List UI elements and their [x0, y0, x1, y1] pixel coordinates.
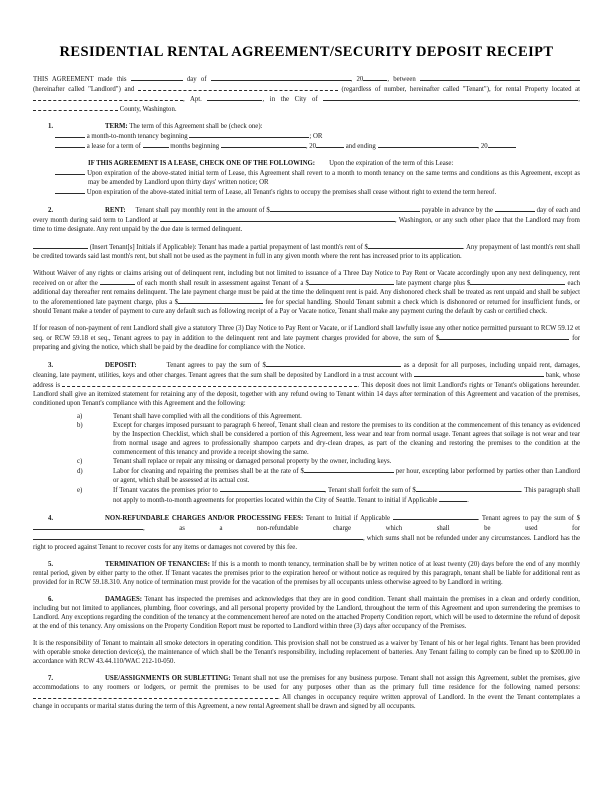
fill-in-blank[interactable]: [316, 141, 344, 148]
body-text: a month-to-month tenancy beginning: [85, 133, 190, 140]
term-month-to-month-checkbox[interactable]: [55, 131, 85, 138]
section-heading: NON-REFUNDABLE CHARGES AND/OR PROCESSING FEES:: [105, 515, 304, 522]
body-text: each additional day thereafter rent remains delinquent. The late payment charge must be paid at the time the delinquent rent is paid. Any dishonored check shall be treated as rent unpaid and shall be subject to the aforementioned late payment charge, plus a $: [33, 280, 580, 306]
body-text: , which sums shall not be refunded under any circumstances. Landlord has the right to proceed against Tenant to recover costs for any items or damages not covered by this fee.: [33, 535, 580, 551]
body-text: late payment charge plus $: [393, 280, 471, 287]
body-text: The term of this Agreement shall be (check one):: [127, 123, 263, 130]
tenant-initials-blank[interactable]: [393, 513, 478, 520]
fill-in-blank[interactable]: [143, 141, 169, 148]
deposit-condition-a: [77, 412, 580, 421]
fill-in-blank[interactable]: [207, 94, 262, 101]
fill-in-blank[interactable]: [62, 380, 357, 387]
body-text: Upon the expiration of the term of this Lease:: [329, 160, 454, 167]
fill-in-blank[interactable]: [33, 533, 363, 540]
body-text: , Apt.: [183, 96, 208, 103]
body-text: bank, whose address is: [33, 372, 580, 389]
body-text: . All changes in occupancy require written approval of Landlord. In the event the Tenant contemplates a change in occupants or marital status during the term of this Agreement, a new rental Agreement shall be drawn and signed by all occupants.: [33, 694, 580, 710]
body-text: months beginning: [168, 143, 221, 150]
section-4-nonrefundable-charges: [33, 513, 580, 552]
body-text: day of each and every month during said term to Landlord at: [33, 207, 580, 224]
fill-in-blank[interactable]: [211, 74, 351, 81]
fill-in-blank[interactable]: [439, 333, 569, 340]
section-1-term: [33, 122, 580, 131]
section-heading: RENT:: [105, 207, 126, 214]
fill-in-blank[interactable]: [309, 278, 394, 285]
body-text: If for reason of non-payment of rent Landlord shall give a statutory Three (3) Day Notice to Pay Rent or Vacate, or if Landlord shall lawfully issue any other notice permitted pursuant to RCW 59.12 et seq. or RCW 59.18 et seq., Tenant agrees to pay in addition to the delinquent rent and late payment charges provided for above, the sum of $: [33, 325, 580, 342]
section-number: 4.: [48, 515, 54, 522]
body-text: Tenant agrees to pay the sum of $: [166, 362, 266, 369]
list-item-letter: d): [77, 468, 83, 475]
body-text: Without Waiver of any rights or claims arising out of delinquent rent, including but not limited to issuance of a Three Day Notice to Pay Rent or Vacate accordingly upon any next delinquency, rent received on or after the: [33, 270, 580, 287]
intro-clause: [33, 74, 580, 114]
section-number: 2.: [48, 207, 54, 214]
fill-in-blank[interactable]: [33, 104, 118, 111]
body-text: a lease for a term of: [85, 143, 143, 150]
fill-in-blank[interactable]: [138, 84, 338, 91]
section-heading: DAMAGES:: [105, 596, 143, 603]
body-text: of each month shall result in assessment against Tenant of a $: [134, 280, 309, 287]
body-text: .: [467, 497, 469, 504]
body-text: (Insert Tenant[s] Initials if Applicable): Tenant has made a partial prepayment of last month's rent of $: [88, 244, 368, 251]
fill-in-blank[interactable]: [266, 360, 401, 367]
fill-in-blank[interactable]: [363, 74, 387, 81]
term-option-month-to-month: [55, 131, 580, 141]
body-text: It is the responsibility of Tenant to maintain all smoke detectors in operating condition. This provision shall not be construed as a waiver by Tenant of his or her legal rights. Tenant has been provided with operable smoke detection device(s), the maintenance of which shall be the Tenant's responsibility, including replacement of batteries. Any Tenant failing to comply can be fined up to $200.00 in accordance with RCW 43.44.110/WAC 212-10-050.: [33, 640, 580, 665]
body-text: for preparing and giving the notice, which shall be paid by the deadline for compliance with the Notice.: [33, 335, 580, 351]
fill-in-blank[interactable]: [131, 74, 183, 81]
fill-in-blank[interactable]: [378, 141, 478, 148]
section-6-damages: [33, 595, 580, 631]
body-text: If this is a month to month tenancy, termination shall be by written notice of at least twenty (20) days before the end of any monthly rental period, given by either party to the other. If Tenant vacates the premises prior to the expiration hereof or without notice as required by this paragraph, tenant shall be liable for additional rent as provided for in RCW 59.18.310. Any notice of termination must provide for the vacation of the premises by all occupants unless otherwise agreed to by Landlord in writing.: [33, 561, 580, 586]
fill-in-blank[interactable]: [220, 485, 325, 492]
body-text: Upon expiration of the above-stated initial term of Lease, all Tenant's rights to occupy the premises shall cease without right to extend the term hereof.: [85, 189, 497, 196]
body-text: per hour, excepting labor performed by parties other than Landlord or agent, which shall be assessed at its actual cost.: [113, 468, 580, 484]
rent-notice-fee-clause: [33, 324, 580, 352]
body-text: , Tenant shall forfeit the sum of $: [324, 487, 416, 494]
fill-in-blank[interactable]: [221, 141, 306, 148]
fill-in-blank[interactable]: [470, 278, 565, 285]
body-text: , in the City of: [262, 96, 324, 103]
body-text: , 20: [305, 143, 317, 150]
fill-in-blank[interactable]: [495, 205, 535, 212]
body-text: , between: [387, 76, 420, 83]
body-text: Tenant shall not use the premises for any business purpose. Tenant shall not assign this Agreement, sublet the premises, give accommodations to any roomers or lodgers, or permit the premises to be used for any purposes other than as the primary full time residence for the following named persons:: [33, 675, 580, 691]
body-text: , Washington, or any such other place that the Landlord may from time to time designate. Any rent unpaid by the due date is termed delinquent.: [33, 217, 580, 233]
body-text: (regardless of number, hereinafter called "Tenant"), for rental Property located at: [337, 86, 580, 93]
body-text: , 20: [350, 76, 364, 83]
section-number: 5.: [48, 561, 54, 568]
fill-in-blank[interactable]: [33, 94, 183, 101]
tab-spacer: [315, 164, 329, 165]
term-lease-checkbox[interactable]: [55, 141, 85, 148]
tab-spacer: [137, 366, 167, 367]
section-number: 1.: [48, 123, 54, 130]
section-heading: TERMINATION OF TENANCIES:: [105, 561, 210, 568]
body-text: ,: [578, 96, 580, 103]
body-text: , 20: [477, 143, 488, 150]
body-text: Upon expiration of the above-stated initial term of Lease, this Agreement shall revert to a month to month tenancy on the same terms and conditions as this Agreement, except as may be amended by Landlord upon thirty days' written notice; OR: [85, 170, 580, 186]
section-heading: TERM:: [105, 123, 128, 130]
fill-in-blank[interactable]: [100, 278, 135, 285]
section-number: 6.: [48, 596, 54, 603]
tab-spacer: [126, 211, 136, 212]
fill-in-blank[interactable]: [323, 94, 578, 101]
deposit-condition-e: [77, 485, 580, 505]
rent-late-payment-clause: [33, 269, 580, 316]
document-title: RESIDENTIAL RENTAL AGREEMENT/SECURITY DEPOSIT RECEIPT: [59, 44, 554, 60]
section-number: 7.: [48, 675, 54, 682]
fill-in-blank[interactable]: [414, 370, 544, 377]
body-text: If Tenant vacates the premises prior to: [113, 487, 220, 494]
fill-in-blank[interactable]: [33, 692, 278, 699]
fill-in-blank[interactable]: [368, 242, 463, 249]
section-3-deposit: [33, 360, 580, 408]
term-option-lease: [55, 141, 580, 151]
list-item-letter: b): [77, 422, 83, 429]
body-text: . This deposit does not limit Landlord's rights or Tenant's obligations hereunder. Landlord shall give an itemized statement for retaining any of the deposit, together with any refund owing to Tenant within 14 days after termination of this Agreement and vacation of the premises, conditioned upon Tenant's compliance with this Agreement and the following:: [33, 382, 580, 407]
body-text: . Tenant agrees to pay the sum of $: [477, 515, 580, 522]
section-heading: DEPOSIT:: [105, 362, 137, 369]
body-text: Tenant shall replace or repair any missing or damaged personal property by the owner, including keys.: [113, 458, 392, 465]
body-text: fee for special handling. Should Tenant submit a check which is dishonored or returned for insufficient funds, or should Tenant make a tender of payment to cure any default such as following receipt of a Pay or Vacate notice, Tenant shall make any payment curing the default by cash or certified check.: [33, 299, 580, 315]
rent-prepayment-clause: [33, 242, 580, 261]
section-heading: IF THIS AGREEMENT IS A LEASE, CHECK ONE OF THE FOLLOWING:: [88, 160, 316, 167]
body-text: Tenant shall have complied with all the conditions of this Agreement.: [113, 413, 302, 420]
lease-option-revert: [85, 168, 580, 187]
smoke-detector-clause: [33, 639, 580, 666]
body-text: Tenant to Initial if Applicable: [303, 515, 393, 522]
section-7-use-assignments: [33, 674, 580, 711]
fill-in-blank[interactable]: [488, 141, 516, 148]
fill-in-blank[interactable]: [420, 74, 580, 81]
body-text: THIS AGREEMENT made this: [33, 76, 131, 83]
fill-in-blank[interactable]: [189, 131, 309, 138]
lease-check-instruction: [88, 159, 580, 168]
fill-in-blank[interactable]: [270, 205, 420, 212]
lease-cease-checkbox[interactable]: [55, 187, 85, 194]
body-text: County, Washington.: [118, 106, 177, 113]
tenant-initials-blank[interactable]: [439, 495, 467, 502]
fill-in-blank[interactable]: [178, 297, 263, 304]
deposit-condition-d: [77, 466, 580, 485]
section-5-termination: [33, 560, 580, 587]
deposit-condition-b: [77, 421, 580, 457]
body-text: Tenant shall pay monthly rent in the amount of $: [135, 207, 270, 214]
body-text: day of: [182, 76, 211, 83]
fill-in-blank[interactable]: [33, 523, 143, 530]
body-text: Labor for cleaning and repairing the premises shall be at the rate of $: [113, 468, 304, 475]
body-text: and ending: [344, 143, 378, 150]
tenant-initials-blank[interactable]: [33, 242, 88, 249]
lease-revert-checkbox[interactable]: [55, 168, 85, 175]
list-item-letter: e): [77, 487, 83, 494]
body-text: payable in advance by the: [419, 207, 495, 214]
fill-in-blank[interactable]: [160, 215, 395, 222]
lease-option-cease: [85, 187, 580, 197]
body-text: . This paragraph shall not apply to month-to-month agreements for properties located within the City of Seattle. Tenant to initial if Applicable: [113, 487, 580, 504]
body-text: as a deposit for all purposes, including unpaid rent, damages, cleaning, late payment, utilities, keys and other charges. Tenant agrees that the sum shall be deposited by Landlord in a trust account with: [33, 362, 580, 379]
deposit-condition-c: [77, 457, 580, 466]
fill-in-blank[interactable]: [416, 485, 521, 492]
section-2-rent: [33, 205, 580, 234]
body-text: Except for charges imposed pursuant to paragraph 6 hereof, Tenant shall clean and restore the premises to its condition at the commencement of this tenancy as evidenced by the Inspection Checklist, which shall be considered a portion of this Agreement, less wear and tear from normal usage. Tenant agrees that soilage is not wear and tear from normal usage and agrees to professionally shampoo carpets and dry-clean drapes, as part of the cleaning and restoring the premises to the condition at the commencement of this tenancy and provide a receipt showing the same.: [113, 422, 580, 456]
body-text: Tenant has inspected the premises and acknowledges that they are in good condition. Tenant shall maintain the premises in a clean and orderly condition, including but not limited to appliances, plumbing, floor coverings, and all personal property provided by the Landlord, throughout the term of this Agreement and upon surrendering the premises to Landlord. Any exceptions regarding the condition of the tenancy at the commencement hereof are noted on the attached Property Condition report, which will be used to determine the refund of deposit at the end of this tenancy. Any omissions on the Property Condition Report must be reported to Landlord within three (3) days after occupancy of the Premises.: [33, 596, 580, 630]
list-item-letter: a): [77, 413, 83, 420]
section-heading: USE/ASSIGNMENTS OR SUBLETTING:: [105, 675, 231, 682]
body-text: , as a non-refundable charge which shall be used for: [143, 525, 580, 532]
body-text: ; OR: [309, 133, 323, 140]
fill-in-blank[interactable]: [304, 466, 394, 473]
body-text: . Any prepayment of last month's rent shall be credited towards said last month's rent, but shall not be used as the payment in full in any given month where the rent has increased prior to its application.: [33, 244, 580, 260]
list-item-letter: c): [77, 458, 83, 465]
body-text: (hereinafter called "Landlord") and: [33, 86, 138, 93]
section-number: 3.: [48, 362, 54, 369]
